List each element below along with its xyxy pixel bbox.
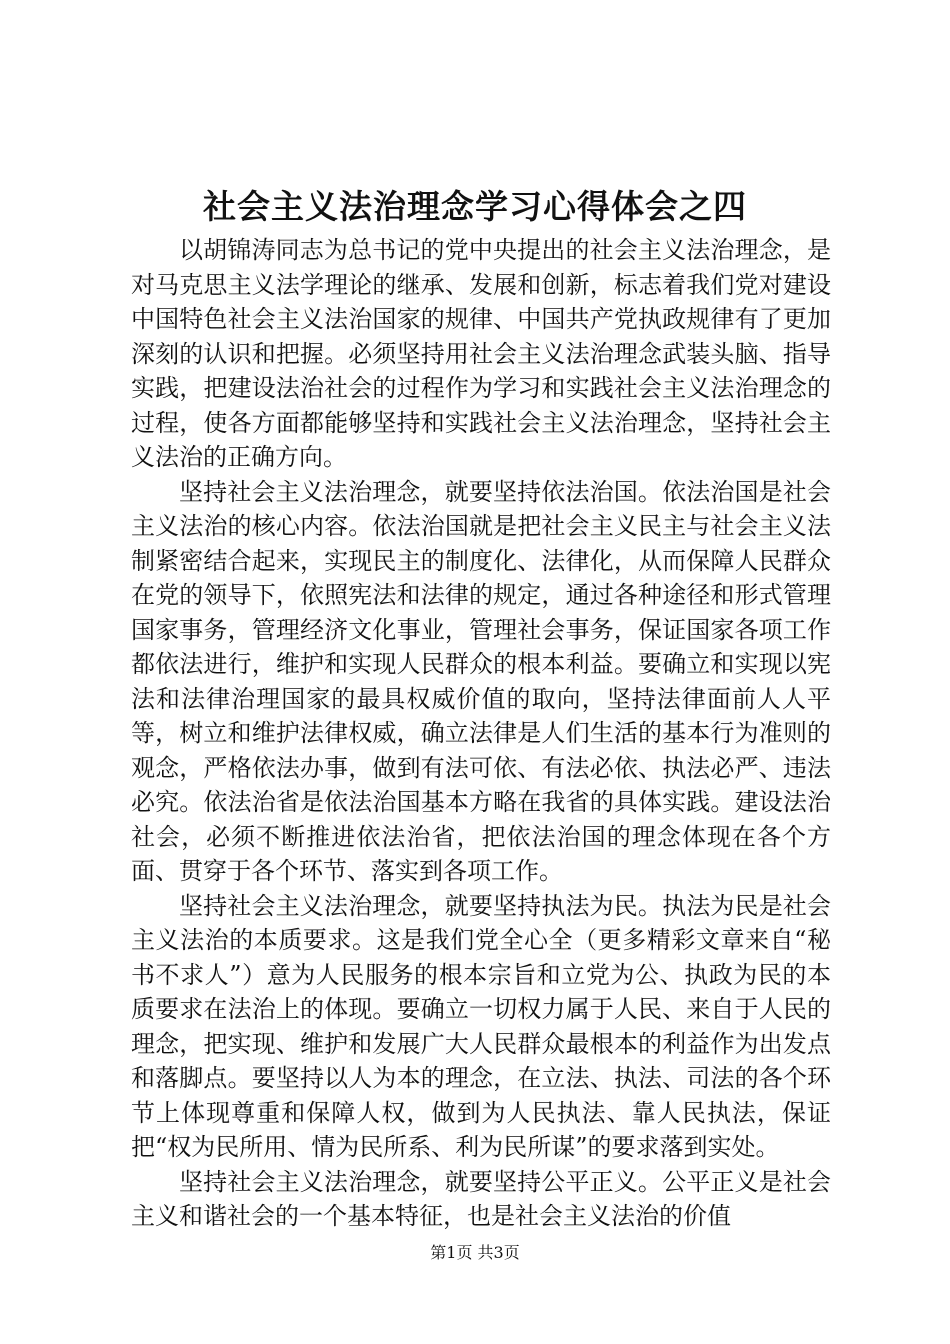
document-body [131, 233, 831, 1234]
paragraph-3: 坚持社会主义法治理念，就要坚持执法为民。执法为民是社会主义法治的本质要求。这是我们党全心全（更多精彩文章来自“秘书不求人”）意为人民服务的根本宗旨和立党为公、执政为民的本质要求在法治上的体现。要确立一切权力属于人民、来自于人民的理念，把实现、维护和发展广大人民群众最根本的利益作为出发点和落脚点。要坚持以人为本的理念，在立法、执法、司法的各个环节上体现尊重和保障人权，做到为人民执法、靠人民执法，保证把“权为民所用、情为民所系、利为民所谋”的要求落到实处。 [131, 891, 831, 1161]
document-title: 社会主义法治理念学习心得体会之四 [203, 187, 747, 226]
paragraph-2: 坚持社会主义法治理念，就要坚持依法治国。依法治国是社会主义法治的核心内容。依法治国就是把社会主义民主与社会主义法制紧密结合起来，实现民主的制度化、法律化，从而保障人民群众在党的领导下，依照宪法和法律的规定，通过各种途径和形式管理国家事务，管理经济文化事业，管理社会事务，保证国家各项工作都依法进行，维护和实现人民群众的根本利益。要确立和实现以宪法和法律治理国家的最具权威价值的取向，坚持法律面前人人平等，树立和维护法律权威，确立法律是人们生活的基本行为准则的观念，严格依法办事，做到有法可依、有法必依、执法必严、违法必究。依法治省是依法治国基本方略在我省的具体实践。建设法治社会，必须不断推进依法治省，把依法治国的理念体现在各个方面、贯穿于各个环节、落实到各项工作。 [131, 477, 831, 885]
page-number: 第1页 共3页 [430, 1243, 520, 1262]
paragraph-4: 坚持社会主义法治理念，就要坚持公平正义。公平正义是社会主义和谐社会的一个基本特征，也是社会主义法治的价值 [131, 1167, 831, 1230]
paragraph-1: 以胡锦涛同志为总书记的党中央提出的社会主义法治理念，是对马克思主义法学理论的继承、发展和创新，标志着我们党对建设中国特色社会主义法治国家的规律、中国共产党执政规律有了更加深刻的认识和把握。必须坚持用社会主义法治理念武装头脑、指导实践，把建设法治社会的过程作为学习和实践社会主义法治理念的过程，使各方面都能够坚持和实践社会主义法治理念，坚持社会主义法治的正确方向。 [131, 236, 831, 471]
